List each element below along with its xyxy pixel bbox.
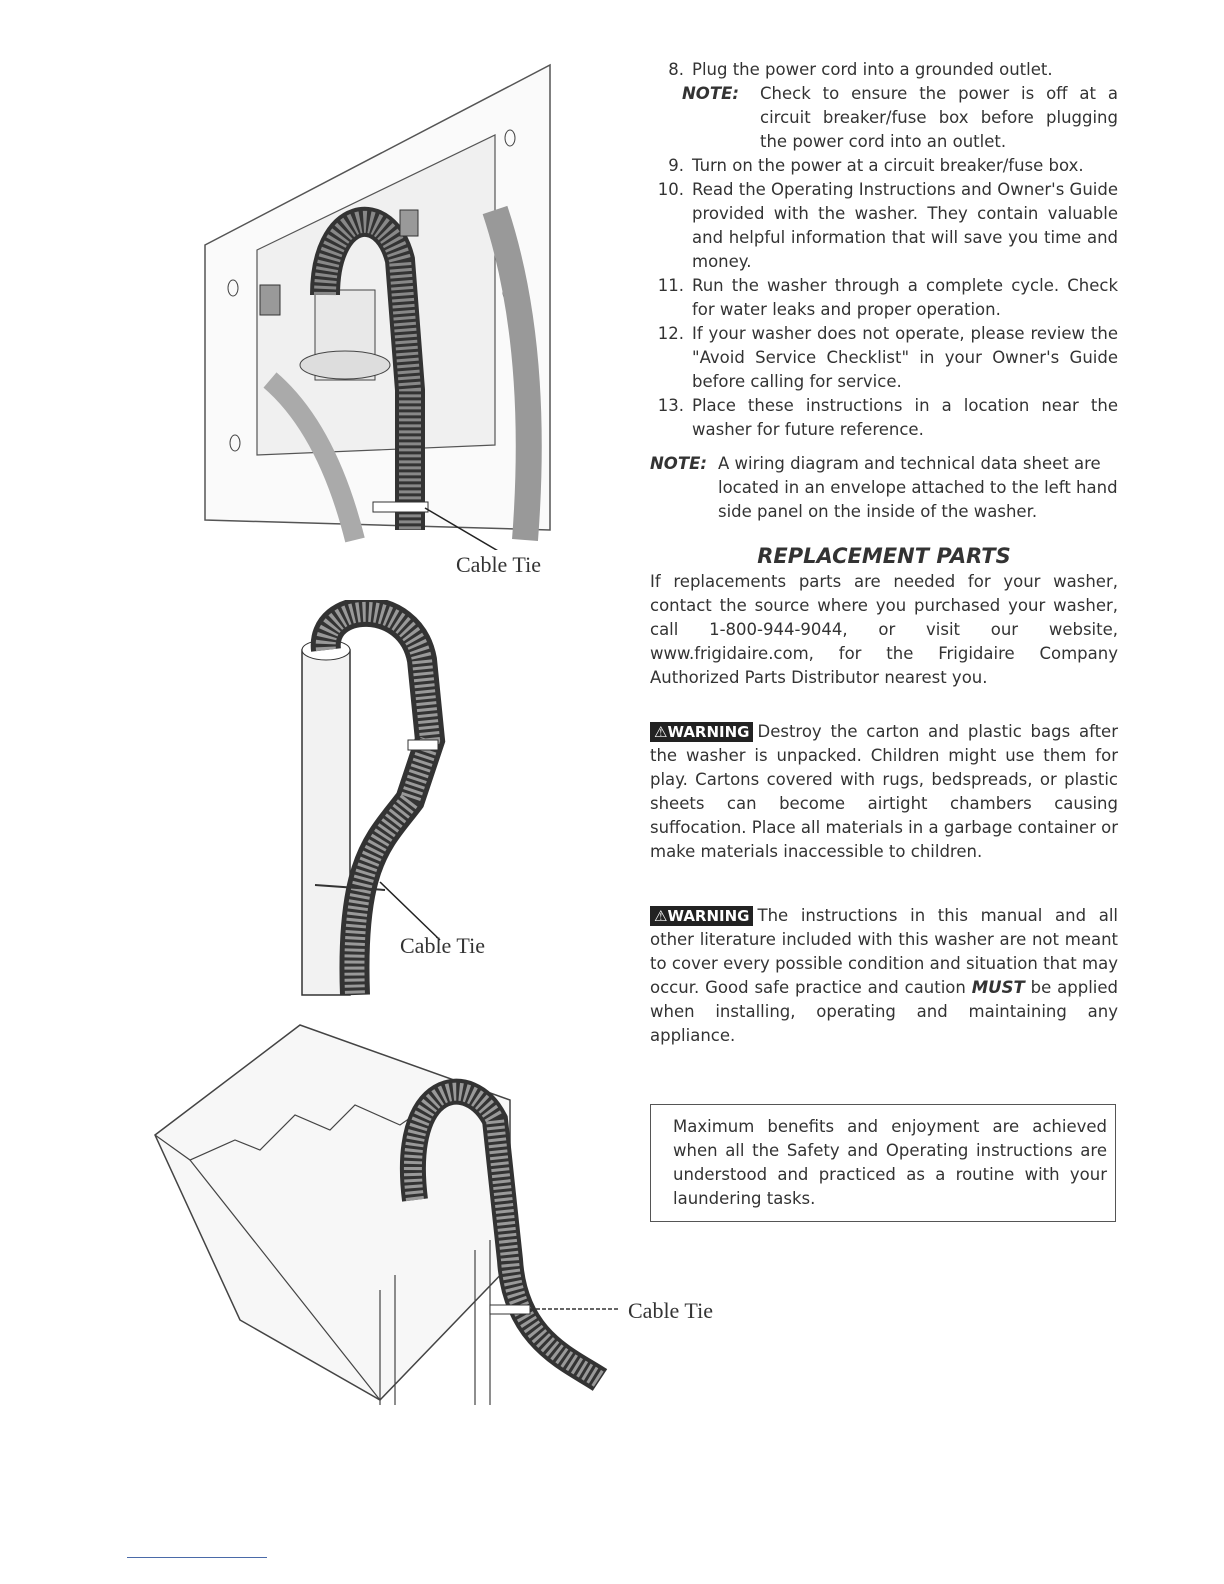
step-9 <box>650 154 1118 178</box>
step-number: 13. <box>657 396 684 415</box>
step-number: 10. <box>657 180 684 199</box>
step-text: If your washer does not operate, please review the "Avoid Service Checklist" in your Owner's Guide before calling for service. <box>692 324 1118 391</box>
step-number: 9. <box>668 156 684 175</box>
footer-rule <box>127 1557 267 1558</box>
step-text: Read the Operating Instructions and Owner's Guide provided with the washer. They contain valuable and helpful information that will save you time and money. <box>692 180 1118 271</box>
replacement-parts-heading: REPLACEMENT PARTS <box>757 544 1011 568</box>
step-11 <box>650 274 1118 322</box>
warning-2 <box>650 904 1118 1048</box>
step-13 <box>650 394 1118 442</box>
step-8-note <box>682 82 1118 154</box>
note-text: Check to ensure the power is off at a circuit breaker/fuse box before plugging the power cord into an outlet. <box>760 84 1118 151</box>
benefits-box: Maximum benefits and enjoyment are achieved when all the Safety and Operating instructions are understood and practiced as a routine with your laundering tasks. <box>650 1104 1116 1222</box>
cable-tie-caption-2: Cable Tie <box>400 933 485 958</box>
figure-laundry-tub <box>150 1020 620 1410</box>
step-number: 11. <box>657 276 684 295</box>
warning-text: The instructions in this manual and all other literature included with this washer are not meant to cover every possible condition and situation that may occur. Good safe practice and caution <box>650 906 1118 997</box>
note-text: A wiring diagram and technical data sheet are located in an envelope attached to the left hand side panel on the inside of the washer. <box>718 454 1118 521</box>
note-label: NOTE: <box>650 454 707 473</box>
step-text: Run the washer through a complete cycle. Check for water leaks and proper operation. <box>692 276 1118 319</box>
warning-text: Destroy the carton and plastic bags after the washer is unpacked. Children might use them for play. Cartons covered with rugs, bedspreads, or plastic sheets can become airtight chambers causing suffocation. Place all materials in a garbage container or make materials inaccessible to children. <box>650 722 1118 861</box>
warning-1 <box>650 720 1118 864</box>
note-label: NOTE: <box>682 84 739 103</box>
figure-wall-standpipe <box>195 60 565 550</box>
cable-tie-caption-1: Cable Tie <box>456 552 541 577</box>
step-12 <box>650 322 1118 394</box>
step-text: Plug the power cord into a grounded outlet. <box>692 60 1053 79</box>
wall-standpipe-illustration <box>195 60 565 550</box>
warning-badge: ⚠WARNING <box>650 722 753 742</box>
step-number: 12. <box>657 324 684 343</box>
cable-tie-caption-3: Cable Tie <box>628 1298 713 1323</box>
step-text: Turn on the power at a circuit breaker/fuse box. <box>692 156 1084 175</box>
wiring-note <box>650 452 1118 524</box>
warning-badge: ⚠WARNING <box>650 906 753 926</box>
warning-emphasis: MUST <box>971 978 1025 997</box>
instructions-column <box>650 58 1118 1048</box>
warning-text-end: be applied when installing, operating and maintaining any appliance. <box>650 978 1118 1045</box>
replacement-parts-text: If replacements parts are needed for your washer, contact the source where you purchased your washer, call 1-800-944-9044, or visit our website, www.frigidaire.com, for the Frigidaire Company Authorized Parts Distributor nearest you. <box>650 572 1118 687</box>
laundry-tub-illustration <box>150 1020 620 1410</box>
step-number: 8. <box>668 60 684 79</box>
step-text: Place these instructions in a location near the washer for future reference. <box>692 396 1118 439</box>
step-8 <box>650 58 1118 82</box>
step-10 <box>650 178 1118 274</box>
